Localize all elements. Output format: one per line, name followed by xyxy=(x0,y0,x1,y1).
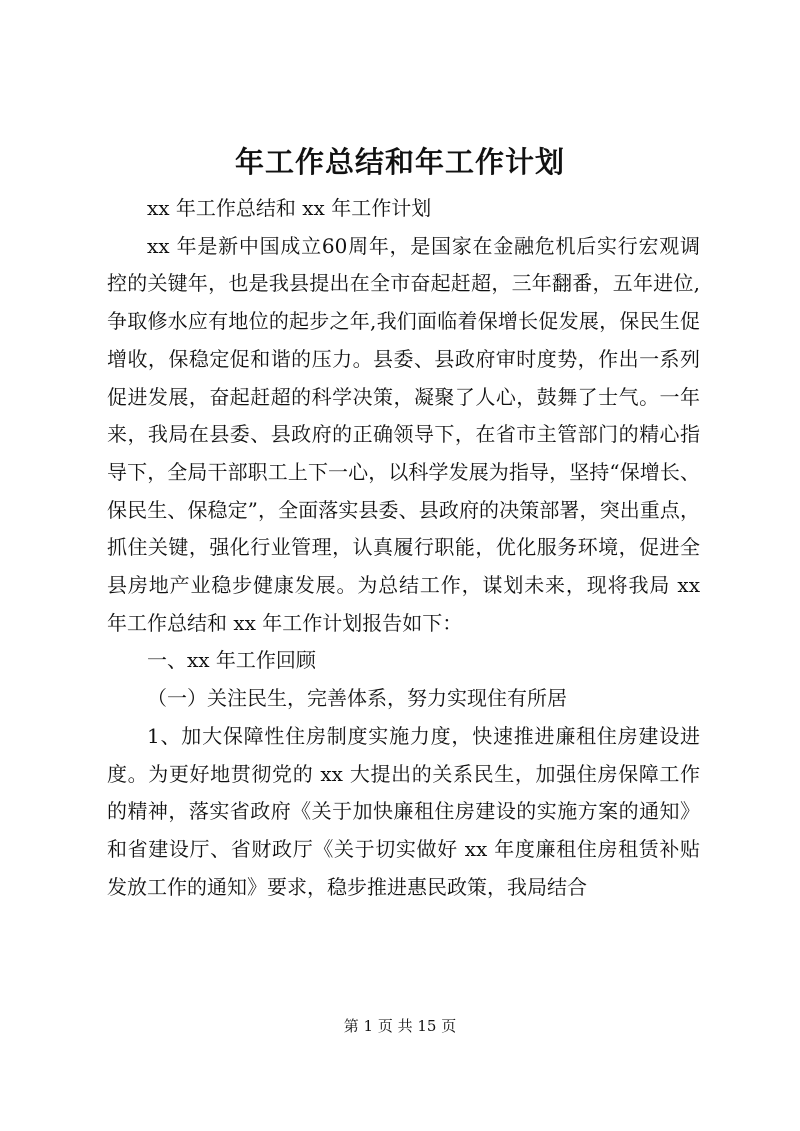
section-heading: 一、xx 年工作回顾 xyxy=(147,648,316,673)
subtitle-paragraph: xx 年工作总结和 xx 年工作计划 xyxy=(147,196,432,220)
item-paragraph: 1、加大保障性住房制度实施力度，快速推进廉租住房建设进度。为更好地贯彻党的 xx 大提出的关系民生，加强住房保障工作的精神，落实省政府《关于加快廉租住房建设的实施方案的通知》和省建设厅、省财政厅《关于切实做好 xx 年度廉租住房租赁补贴发放工作的通知》要求，稳步推进惠民政策，我局结合 xyxy=(107,723,700,899)
document-title: 年工作总结和年工作计划 xyxy=(234,145,565,179)
subsection-heading: （一）关注民生，完善体系，努力实现住有所居 xyxy=(147,686,567,711)
intro-paragraph: xx 年是新中国成立60周年，是国家在金融危机后实行宏观调控的关键年，也是我县提出在全市奋起赶超，三年翻番，五年进位,争取修水应有地位的起步之年,我们面临着保增长促发展，保民生促增收，保稳定促和谐的压力。县委、县政府审时度势，作出一系列促进发展，奋起赶超的科学决策，凝聚了人心，鼓舞了士气。一年来，我局在县委、县政府的正确领导下，在省市主管部门的精心指导下，全局干部职工上下一心，以科学发展为指导，坚持“保增长、保民生、保稳定”，全面落实县委、县政府的决策部署，突出重点，抓住关键，强化行业管理，认真履行职能，优化服务环境，促进全县房地产业稳步健康发展。为总结工作，谋划未来，现将我局 xx 年工作总结和 xx 年工作计划报告如下： xyxy=(107,233,700,635)
page-number-footer: 第 1 页 共 15 页 xyxy=(343,1017,457,1035)
document-body xyxy=(107,190,700,906)
